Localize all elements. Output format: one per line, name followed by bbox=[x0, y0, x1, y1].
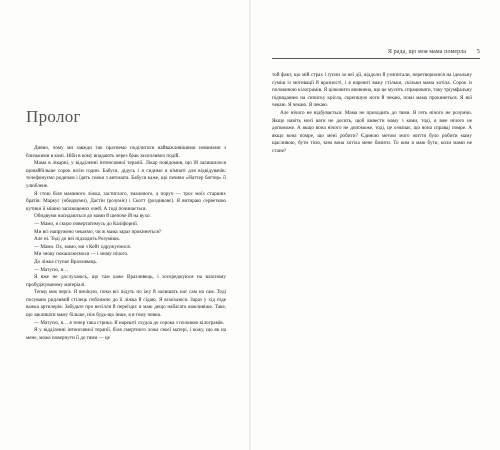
paragraph: Я у відділенні інтенсивної терапії, біля смертного ложа своєї матері, і кожу, що як на мене, може повернути її до тями — це bbox=[26, 327, 226, 341]
paragraph: Дивно, чому ми завжди так прагнемо поділитися найважливішими новинами з близькими в комі. Ніби в кому впадають через брак захопливих подій. bbox=[26, 145, 226, 159]
paragraph: — Мамо. Ох, мамо, ми з Кейт одружуємося. bbox=[34, 243, 132, 250]
paragraph: Я вже не дослухаюсь, що там каже Вразливець, і зосереджуюся на власному пробуджуваному матеріалі. bbox=[26, 274, 226, 288]
paragraph: Я стою біля маминого ліжка, застиглого, змаленого, а поруч — трос моїх старших братів: Маркус (обидвуми), Дастін (розуміє) і Скотт (роздивляє). Я витираю серветкою кутики її мішно заплющених очей. А тоді починається. bbox=[26, 190, 226, 212]
paragraph: Ми всі напружено чекаємо, чи ж мама зараз прокинеться? bbox=[34, 228, 162, 235]
paragraph: — Матусю, я… я тепер така стрнка. Я нарешті схудла до сорока з половою кілограмів. bbox=[34, 319, 224, 326]
right-page bbox=[250, 0, 500, 450]
book-gutter bbox=[249, 0, 251, 450]
paragraph: До ліжка ступає Вразливець. bbox=[34, 258, 98, 265]
paragraph: Обидвуми насидаються до мами й шепоче їй на вухо: bbox=[34, 213, 151, 220]
left-page-text bbox=[26, 145, 226, 342]
paragraph: Ми знову покашлюємося — і знову нічого. bbox=[34, 251, 129, 258]
paragraph: Мама в лікарні, у відділенні інтенсивної терапії. Лікар повідомив, що їй залишилося щонайбільше сорок вісім годин. Бабуся, дідусь і я сидимо в кімнаті для відвідувачів: телефонуємо родичам і їдять снеки з автомата. Бабуся каже, що печиво «Наттер баттер» її улюблене. bbox=[26, 160, 226, 189]
chapter-title: Пролог bbox=[26, 107, 81, 127]
running-head-rule bbox=[272, 58, 480, 59]
paragraph: — Мамо, я скоро повертатимусь до Каліфорнії. bbox=[34, 220, 139, 227]
paragraph: — Матусю, я… bbox=[34, 266, 69, 273]
paragraph: Але ні. Тоді до неї підходить Розуміюк. bbox=[34, 236, 121, 243]
paragraph: той факт, що мій страх і ґунли за неї дії, віддоли й узипитали, перетворилися на ідеальну суміш із мотивації й вразності, і я нарешті важу стільки, скільки мама хотіла. Сорок із половиною кілограмів. Я цілковито впевнена, що це мусить спрацювати, таку тріумфальну підняданню на сиписку крісла, скрепшую ноги й чекаю, поки мама прокинеться. Я вої чекаю. Я чекаю. Я чекаю. bbox=[272, 72, 472, 109]
page-number: 5 bbox=[476, 49, 480, 55]
running-head-title: Я рада, що моя мама померла bbox=[387, 49, 466, 55]
paragraph: Тепер моя черга. Я вичікую, поки всі підуть по їжу й залишать нас сам на сам. Тоді посувано ридливий стілець поближче до її ліжка й сідаю. Я всміхаюся. Зараз у хід піде важка артилерія. Забудьте про весілля й переїзди: я маю дещо набагато важливіше. Таке, що закликати маму більше, ніж будь-що інше, я в тому певна. bbox=[26, 289, 226, 319]
paragraph: Але нічого не відбувається. Мама не приходить до тями. Я геть нічого не розумію. Якщо навіть моєї ваги не досить, щоб вивести маму з коми, тоді, я вже нічого не допоможе. А якщо вона нічого не допоможе, тоді, це означає, що вона справді помре. А якщо вона помре, що мені робити? Єдиною метою мого життя було робити маму щасливою, бути тією, ким вона хотіла мене бачити. То ким я маю бути, коли мами не стане? bbox=[272, 109, 472, 154]
right-page-text bbox=[272, 72, 472, 156]
